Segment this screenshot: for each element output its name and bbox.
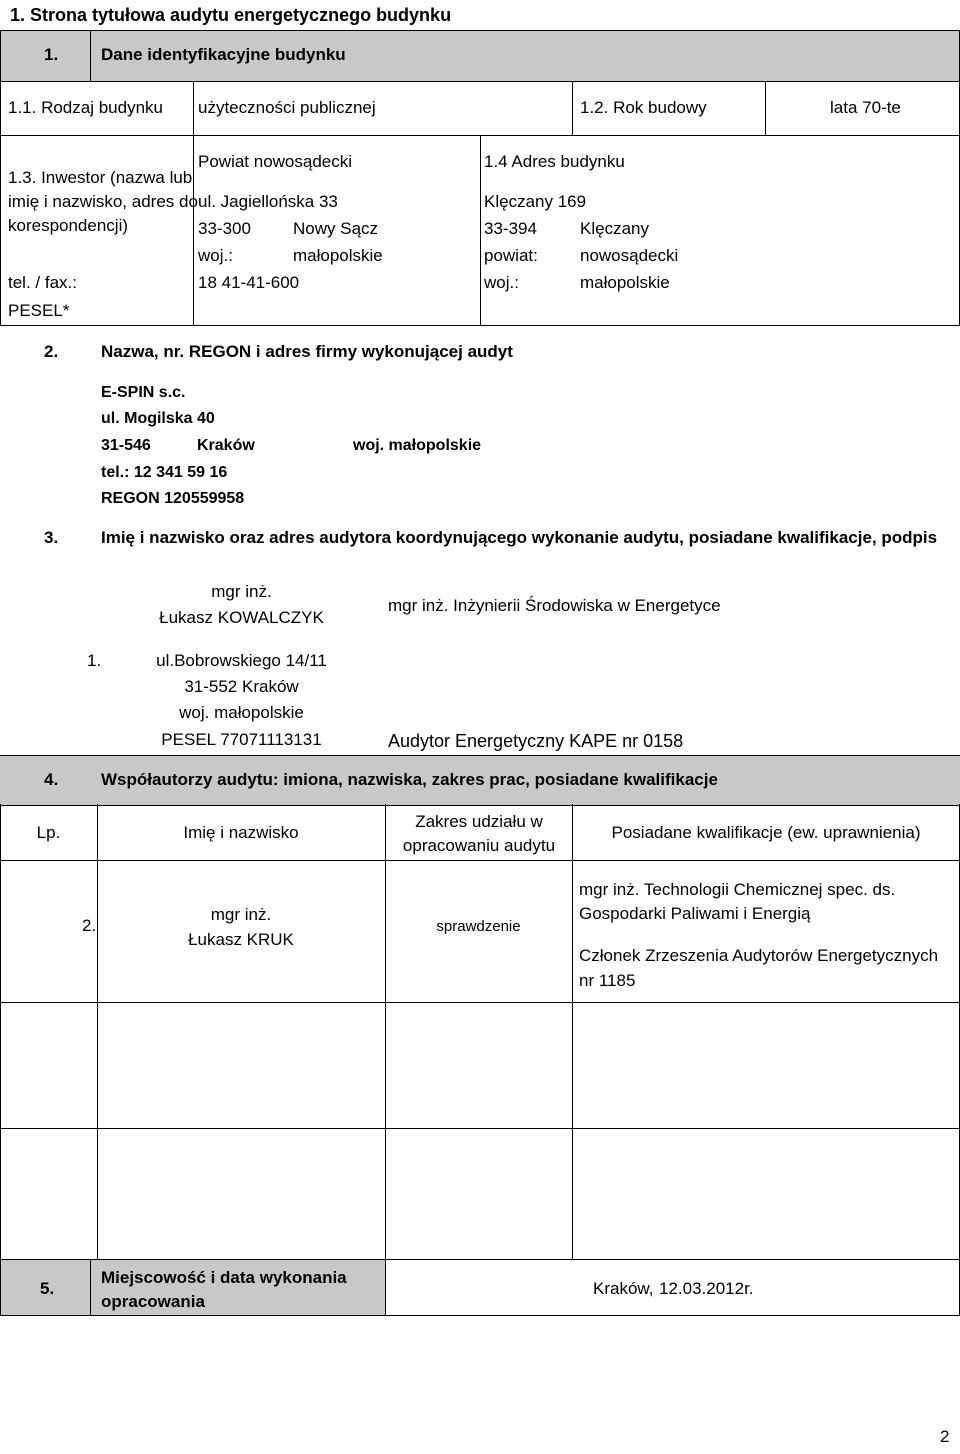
pesel-label: PESEL* — [8, 301, 70, 320]
building-address-label: 1.4 Adres budynku — [484, 152, 625, 171]
building-woj: małopolskie — [580, 273, 670, 292]
coauthors-table — [0, 804, 960, 1259]
company-name: E-SPIN s.c. — [101, 384, 186, 401]
building-type-value: użyteczności publicznej — [198, 98, 376, 117]
auditor-license: Audytor Energetyczny KAPE nr 0158 — [388, 731, 684, 751]
coauthor-scope: sprawdzenie — [436, 918, 521, 935]
building-powiat-label: powiat: — [484, 246, 538, 265]
section-3-number: 3. — [44, 528, 59, 547]
building-zip: 33-394 — [484, 219, 537, 238]
building-city: Klęczany — [580, 219, 649, 238]
building-type-label: 1.1. Rodzaj budynku — [8, 98, 163, 117]
section-5-label: Miejscowość i data wykonania opracowania — [101, 1268, 347, 1311]
section-5-number: 5. — [40, 1279, 55, 1298]
investor-woj-label: woj.: — [198, 246, 233, 265]
section-1-number: 1. — [44, 45, 59, 64]
auditor-name: Łukasz KOWALCZYK — [159, 608, 324, 627]
section-2-number: 2. — [44, 342, 59, 361]
auditor-street: ul.Bobrowskiego 14/11 — [156, 651, 327, 670]
build-year-label: 1.2. Rok budowy — [580, 98, 707, 117]
company-zip: 31-546 — [101, 437, 151, 454]
auditor-index: 1. — [87, 651, 102, 670]
column-name: Imię i nazwisko — [183, 823, 299, 842]
column-qualifications: Posiadane kwalifikacje (ew. uprawnienia) — [611, 823, 921, 842]
company-city: Kraków — [197, 437, 255, 454]
column-scope: Zakres udziału w opracowaniu audytu — [402, 812, 556, 855]
date: 12.03.2012r. — [659, 1279, 754, 1298]
investor-name: Powiat nowosądecki — [198, 152, 353, 171]
investor-label-line1: 1.3. Inwestor (nazwa lub — [8, 168, 193, 187]
investor-tel: 18 41-41-600 — [198, 273, 300, 292]
company-street: ul. Mogilska 40 — [101, 410, 215, 427]
auditor-city: 31-552 Kraków — [184, 677, 299, 696]
page-title: 1. Strona tytułowa audytu energetycznego budynku — [10, 5, 452, 25]
column-lp: Lp. — [36, 823, 61, 842]
company-regon: REGON 120559958 — [101, 490, 245, 507]
investor-label-line3: korespondencji) — [8, 216, 129, 235]
auditor-qualification: mgr inż. Inżynierii Środowiska w Energetyce — [388, 596, 721, 615]
coauthor-name: Łukasz KRUK — [188, 930, 294, 949]
company-tel: tel.: 12 341 59 16 — [101, 464, 228, 481]
page-number: 2 — [940, 1427, 950, 1446]
company-woj: woj. małopolskie — [353, 437, 482, 454]
auditor-title: mgr inż. — [211, 582, 272, 601]
place: Kraków, — [593, 1279, 654, 1298]
section-3-header: Imię i nazwisko oraz adres audytora koordynującego wykonanie audytu, posiadane kwalifikacje, podpis — [101, 528, 938, 547]
investor-city: Nowy Sącz — [293, 219, 379, 238]
section-4-header: Współautorzy audytu: imiona, nazwiska, zakres prac, posiadane kwalifikacje — [101, 770, 718, 789]
investor-woj: małopolskie — [293, 246, 383, 265]
building-woj-label: woj.: — [484, 273, 519, 292]
investor-zip: 33-300 — [198, 219, 251, 238]
investor-street: ul. Jagiellońska 33 — [198, 192, 338, 211]
coauthor-qualification-1: mgr inż. Technologii Chemicznej spec. ds. Gospodarki Paliwami i Energią — [579, 880, 896, 923]
building-street: Klęczany 169 — [484, 192, 587, 211]
build-year-value: lata 70-te — [830, 98, 901, 117]
coauthor-qualification-2: Członek Zrzeszenia Audytorów Energetycznych nr 1185 — [579, 946, 939, 990]
building-powiat: nowosądecki — [580, 246, 679, 265]
coauthor-title: mgr inż. — [210, 905, 272, 924]
investor-label-line2: imię i nazwisko, adres do — [8, 192, 198, 211]
auditor-woj: woj. małopolskie — [179, 703, 304, 722]
section-4-number: 4. — [44, 770, 59, 789]
tel-label: tel. / fax.: — [8, 273, 77, 292]
section-2-header: Nazwa, nr. REGON i adres firmy wykonującej audyt — [101, 342, 513, 361]
auditor-pesel: PESEL 77071113131 — [161, 730, 322, 749]
coauthor-lp: 2. — [82, 916, 97, 935]
section-1-header: Dane identyfikacyjne budynku — [101, 45, 346, 64]
